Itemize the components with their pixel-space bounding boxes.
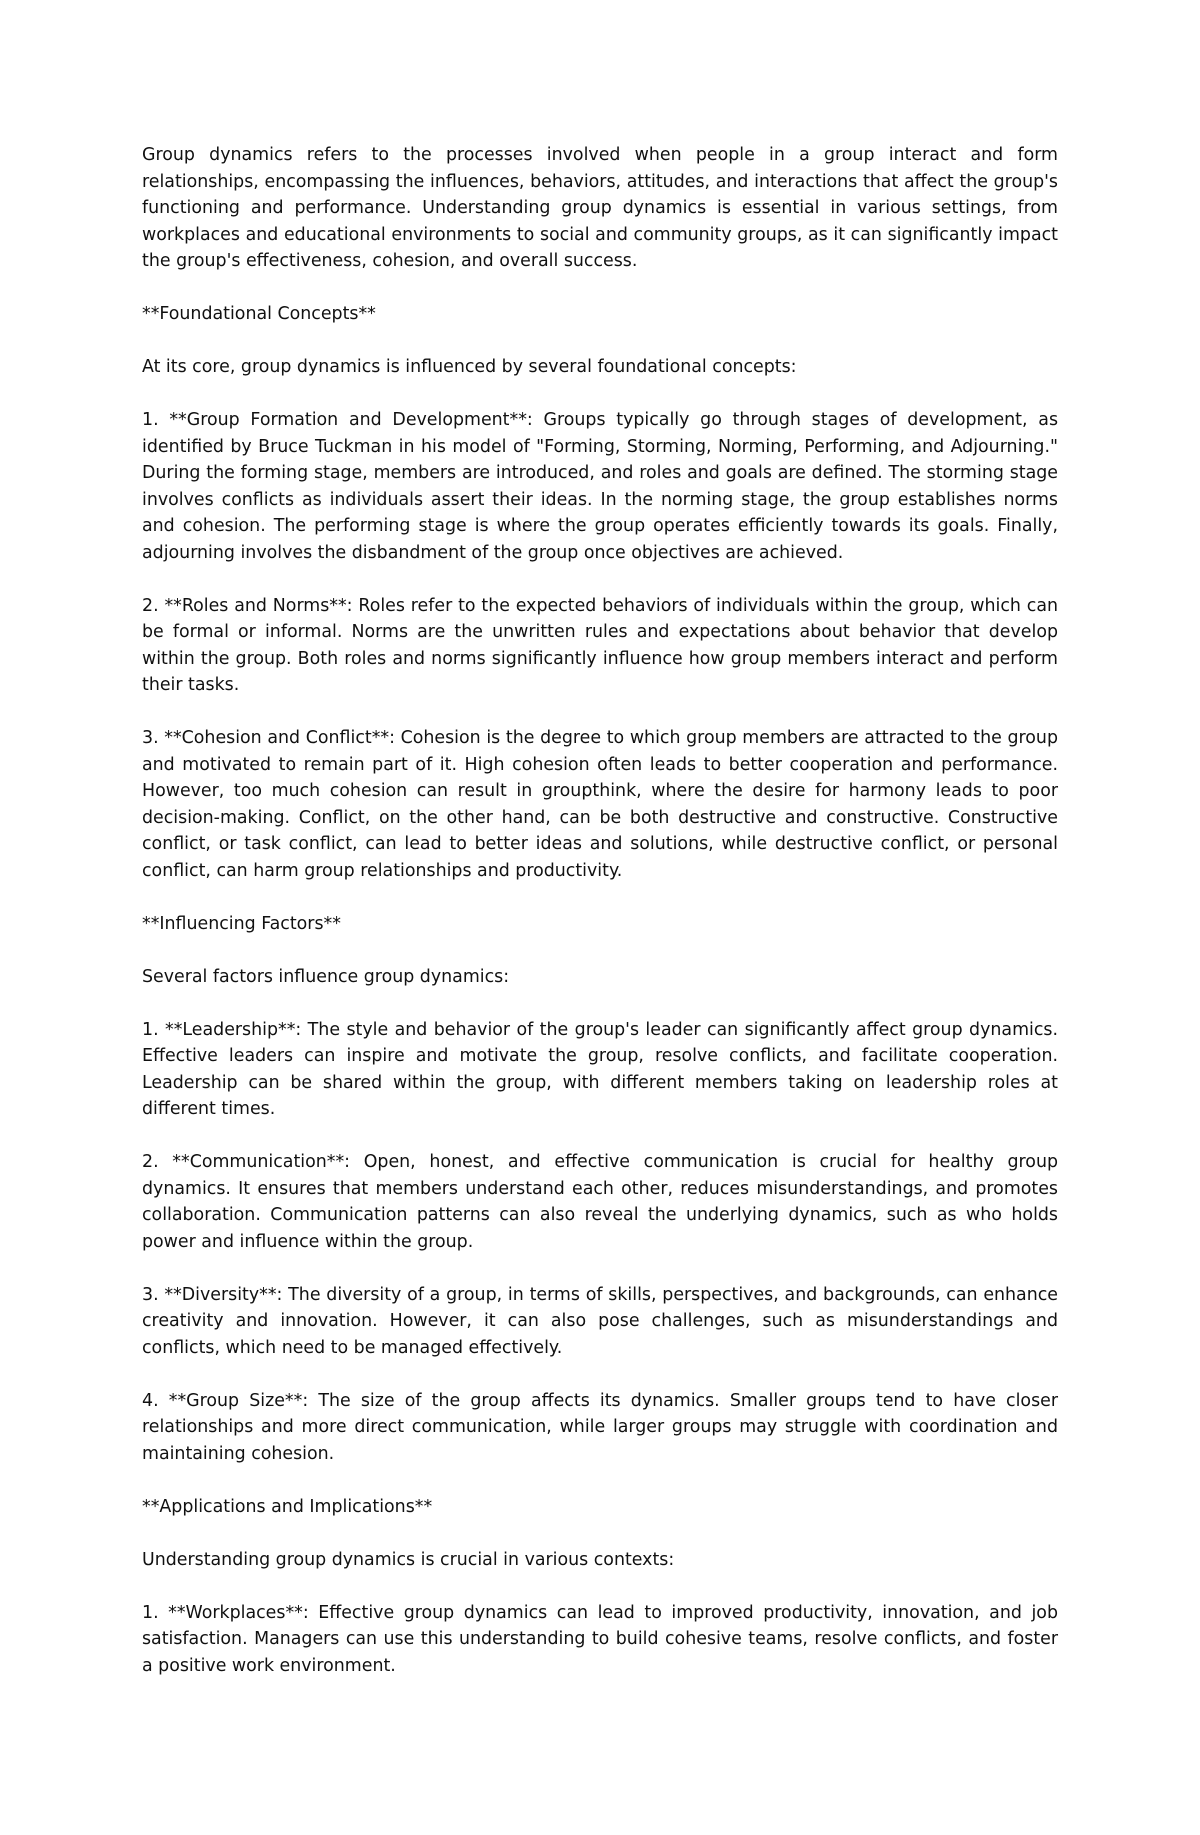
influencing-intro-paragraph: Several factors influence group dynamics: [142,966,510,987]
list-item-group-size: 4. **Group Size**: The size of the group affects its dynamics. Smaller groups tend to have closer relationships and more direct communication, while larger groups may struggle with coordination and maintaining cohesion. [142,1390,1058,1464]
applications-intro-paragraph: Understanding group dynamics is crucial in various contexts: [142,1549,675,1570]
list-item-workplaces: 1. **Workplaces**: Effective group dynamics can lead to improved productivity, innovation, and job satisfaction. Managers can use this understanding to build cohesive teams, resolve conflicts, and foster a positive work environment. [142,1602,1058,1676]
intro-paragraph: Group dynamics refers to the processes involved when people in a group interact and form relationships, encompassing the influences, behaviors, attitudes, and interactions that affect the group's functioning and performance. Understanding group dynamics is essential in various settings, from workplaces and educational environments to social and community groups, as it can significantly impact the group's effectiveness, cohesion, and overall success. [142,145,1058,271]
list-item-cohesion-and-conflict: 3. **Cohesion and Conflict**: Cohesion is the degree to which group members are attracted to the group and motivated to remain part of it. High cohesion often leads to better cooperation and performance. However, too much cohesion can result in groupthink, where the desire for harmony leads to poor decision-making. Conflict, on the other hand, can be both destructive and constructive. Constructive conflict, or task conflict, can lead to better ideas and solutions, while destructive conflict, or personal conflict, can harm group relationships and productivity. [142,728,1058,881]
section-heading-influencing-factors: **Influencing Factors** [142,913,341,934]
foundational-intro-paragraph: At its core, group dynamics is influenced by several foundational concepts: [142,357,797,377]
section-heading-applications: **Applications and Implications** [142,1496,433,1517]
list-item-diversity: 3. **Diversity**: The diversity of a group, in terms of skills, perspectives, and backgrounds, can enhance creativity and innovation. However, it can also pose challenges, such as misunderstandings and conflicts, which need to be managed effectively. [142,1284,1058,1358]
list-item-group-formation: 1. **Group Formation and Development**: Groups typically go through stages of development, as identified by Bruce Tuckman in his model of "Forming, Storming, Norming, Performing, and Adjourning." During the forming stage, members are introduced, and roles and goals are defined. The storming stage involves conflicts as individuals assert their ideas. In the norming stage, the group establishes norms and cohesion. The performing stage is where the group operates efficiently towards its goals. Finally, adjourning involves the disbandment of the group once objectives are achieved. [142,410,1058,563]
list-item-leadership: 1. **Leadership**: The style and behavior of the group's leader can significantly affect group dynamics. Effective leaders can inspire and motivate the group, resolve conflicts, and facilitate cooperation. Leadership can be shared within the group, with different members taking on leadership roles at different times. [142,1019,1058,1119]
section-heading-foundational-concepts: **Foundational Concepts** [142,304,376,324]
list-item-roles-and-norms: 2. **Roles and Norms**: Roles refer to the expected behaviors of individuals within the group, which can be formal or informal. Norms are the unwritten rules and expectations about behavior that develop within the group. Both roles and norms significantly influence how group members interact and perform their tasks. [142,595,1058,695]
document-body [142,142,1058,1706]
list-item-communication: 2. **Communication**: Open, honest, and effective communication is crucial for healthy group dynamics. It ensures that members understand each other, reduces misunderstandings, and promotes collaboration. Communication patterns can also reveal the underlying dynamics, such as who holds power and influence within the group. [142,1152,1058,1252]
